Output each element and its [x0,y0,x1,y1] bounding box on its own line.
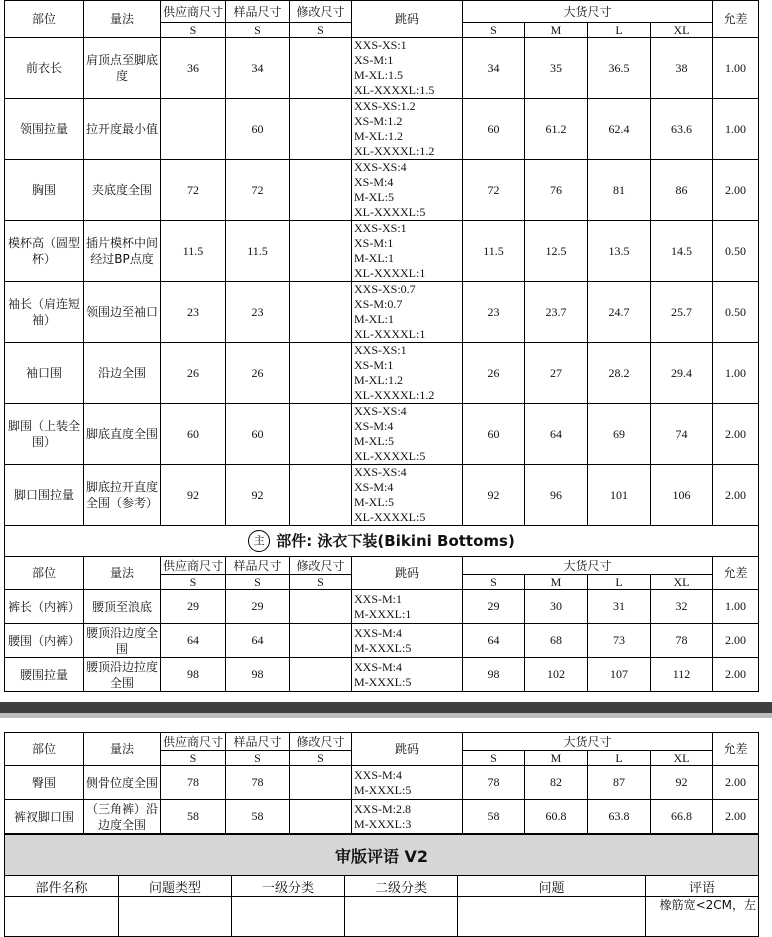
col-header-tolerance: 允差 [713,733,759,766]
review-col-level1: 一级分类 [232,876,345,897]
part-cell: 腰围（内裤） [5,624,84,658]
grading-cell: XXS-M:2.8 M-XXXL:3 [352,800,463,834]
method-cell: 脚底拉开直度全围（参考） [84,465,161,526]
review-col-part-name: 部件名称 [5,876,119,897]
part-cell: 裤长（内裤） [5,590,84,624]
col-header-sample: 样品尺寸 [226,733,290,751]
tolerance-cell: 2.00 [713,465,759,526]
method-cell: 侧骨位度全围 [84,766,161,800]
supplier-size-cell: 92 [161,465,226,526]
size-label-s: S [463,751,525,766]
bulk-size-m-cell: 68 [525,624,588,658]
size-label-s: S [161,751,226,766]
page-separator-band [0,702,772,713]
supplier-size-cell: 78 [161,766,226,800]
supplier-size-cell: 72 [161,160,226,221]
grading-cell: XXS-XS:4 XS-M:4 M-XL:5 XL-XXXXL:5 [352,404,463,465]
sample-size-cell: 23 [226,282,290,343]
part-cell: 臀围 [5,766,84,800]
bottoms-continued-table [4,732,759,834]
bulk-size-s-cell: 11.5 [463,221,525,282]
col-header-supplier: 供应商尺寸 [161,557,226,575]
size-label-xl: XL [651,751,713,766]
bulk-size-l-cell: 36.5 [588,38,651,99]
size-label-m: M [525,751,588,766]
bulk-size-s-cell: 23 [463,282,525,343]
bulk-size-m-cell: 82 [525,766,588,800]
bulk-size-s-cell: 64 [463,624,525,658]
section-title-text: 部件: 泳衣下装(Bikini Bottoms) [276,531,515,550]
review-col-comment: 评语 [646,876,759,897]
bulk-size-l-cell: 101 [588,465,651,526]
bulk-size-m-cell: 61.2 [525,99,588,160]
method-cell: 腰顶沿边度全围 [84,624,161,658]
col-header-part: 部位 [5,1,84,38]
size-label-l: L [588,23,651,38]
modified-size-cell [290,590,352,624]
sample-size-cell: 64 [226,624,290,658]
col-header-part: 部位 [5,733,84,766]
method-cell: 领围边至袖口 [84,282,161,343]
part-cell: 领围拉量 [5,99,84,160]
page-separator-shadow [0,713,772,718]
grading-cell: XXS-XS:1 XS-M:1 M-XL:1.5 XL-XXXXL:1.5 [352,38,463,99]
method-cell: 腰顶至浪底 [84,590,161,624]
col-header-jump: 跳码 [352,557,463,590]
measurement-row [5,38,759,99]
size-label-s: S [463,575,525,590]
bottoms-section-title [5,526,759,557]
col-header-bulk: 大货尺寸 [463,557,713,575]
supplier-size-cell: 36 [161,38,226,99]
size-label-m: M [525,23,588,38]
tolerance-cell: 0.50 [713,282,759,343]
tolerance-cell: 1.00 [713,99,759,160]
tops-measurement-table [4,0,759,692]
method-cell: 脚底直度全围 [84,404,161,465]
col-header-sample: 样品尺寸 [226,1,290,23]
measurement-row [5,404,759,465]
supplier-size-cell: 64 [161,624,226,658]
part-cell: 脚围（上装全围） [5,404,84,465]
bulk-size-xl-cell: 32 [651,590,713,624]
size-label-s: S [290,575,352,590]
col-header-method: 量法 [84,557,161,590]
bulk-size-m-cell: 60.8 [525,800,588,834]
sample-size-cell: 60 [226,99,290,160]
bulk-size-m-cell: 12.5 [525,221,588,282]
bulk-size-l-cell: 73 [588,624,651,658]
review-cell [232,897,345,937]
bulk-size-l-cell: 24.7 [588,282,651,343]
part-cell: 袖长（肩连短袖） [5,282,84,343]
bulk-size-s-cell: 60 [463,404,525,465]
modified-size-cell [290,99,352,160]
bulk-size-m-cell: 96 [525,465,588,526]
bulk-size-m-cell: 35 [525,38,588,99]
col-header-method: 量法 [84,1,161,38]
bulk-size-m-cell: 23.7 [525,282,588,343]
tolerance-cell: 0.50 [713,221,759,282]
supplier-size-cell: 11.5 [161,221,226,282]
tolerance-cell: 2.00 [713,404,759,465]
measurement-row [5,658,759,692]
review-cell [345,897,458,937]
review-cell [458,897,646,937]
col-header-bulk: 大货尺寸 [463,1,713,23]
size-label-s: S [161,23,226,38]
measurement-row [5,465,759,526]
bulk-size-l-cell: 28.2 [588,343,651,404]
sample-size-cell: 92 [226,465,290,526]
part-cell: 袖口围 [5,343,84,404]
col-header-tolerance: 允差 [713,557,759,590]
bulk-size-xl-cell: 86 [651,160,713,221]
main-part-badge: 主 [248,530,270,552]
size-label-s: S [226,575,290,590]
size-label-xl: XL [651,575,713,590]
part-cell: 裤衩脚口围 [5,800,84,834]
modified-size-cell [290,800,352,834]
supplier-size-cell: 26 [161,343,226,404]
measurement-row [5,221,759,282]
size-label-m: M [525,575,588,590]
bulk-size-xl-cell: 29.4 [651,343,713,404]
size-label-s: S [463,23,525,38]
col-header-supplier: 供应商尺寸 [161,1,226,23]
size-label-s: S [226,751,290,766]
grading-cell: XXS-XS:4 XS-M:4 M-XL:5 XL-XXXXL:5 [352,465,463,526]
bulk-size-xl-cell: 78 [651,624,713,658]
col-header-modify: 修改尺寸 [290,733,352,751]
review-cell [119,897,232,937]
modified-size-cell [290,221,352,282]
method-cell: （三角裤）沿边度全围 [84,800,161,834]
grading-cell: XXS-XS:4 XS-M:4 M-XL:5 XL-XXXXL:5 [352,160,463,221]
tolerance-cell: 1.00 [713,590,759,624]
method-cell: 腰顶沿边拉度全围 [84,658,161,692]
col-header-modify: 修改尺寸 [290,557,352,575]
part-cell: 模杯高（圆型杯） [5,221,84,282]
bulk-size-l-cell: 13.5 [588,221,651,282]
sample-size-cell: 29 [226,590,290,624]
col-header-sample: 样品尺寸 [226,557,290,575]
bulk-size-m-cell: 76 [525,160,588,221]
tolerance-cell: 1.00 [713,38,759,99]
size-label-s: S [290,23,352,38]
tolerance-cell: 2.00 [713,658,759,692]
grading-cell: XXS-M:4 M-XXXL:5 [352,766,463,800]
supplier-size-cell [161,99,226,160]
tolerance-cell: 2.00 [713,800,759,834]
supplier-size-cell: 58 [161,800,226,834]
modified-size-cell [290,404,352,465]
grading-cell: XXS-XS:0.7 XS-M:0.7 M-XL:1 XL-XXXXL:1 [352,282,463,343]
method-cell: 夹底度全围 [84,160,161,221]
bulk-size-s-cell: 60 [463,99,525,160]
size-label-s: S [226,23,290,38]
bulk-size-s-cell: 26 [463,343,525,404]
bulk-size-xl-cell: 14.5 [651,221,713,282]
bulk-size-l-cell: 69 [588,404,651,465]
modified-size-cell [290,282,352,343]
size-label-s: S [161,575,226,590]
grading-cell: XXS-XS:1 XS-M:1 M-XL:1.2 XL-XXXXL:1.2 [352,343,463,404]
method-cell: 拉开度最小值 [84,99,161,160]
col-header-bulk: 大货尺寸 [463,733,713,751]
review-cell [5,897,119,937]
bulk-size-s-cell: 29 [463,590,525,624]
tolerance-cell: 2.00 [713,766,759,800]
review-comment-cell: 橡筋宽<2CM，左 [646,897,759,937]
bulk-size-s-cell: 78 [463,766,525,800]
sample-size-cell: 98 [226,658,290,692]
measurement-row [5,624,759,658]
bulk-size-l-cell: 87 [588,766,651,800]
measurement-row [5,99,759,160]
review-comments-table [4,834,759,937]
measurement-row [5,800,759,834]
bulk-size-xl-cell: 92 [651,766,713,800]
spec-sheet-page-2 [4,732,758,912]
sample-size-cell: 58 [226,800,290,834]
supplier-size-cell: 60 [161,404,226,465]
review-col-level2: 二级分类 [345,876,458,897]
bulk-size-l-cell: 63.8 [588,800,651,834]
tolerance-cell: 1.00 [713,343,759,404]
bulk-size-xl-cell: 112 [651,658,713,692]
part-cell: 前衣长 [5,38,84,99]
modified-size-cell [290,160,352,221]
bulk-size-l-cell: 62.4 [588,99,651,160]
col-header-method: 量法 [84,733,161,766]
method-cell: 插片模杯中间经过BP点度 [84,221,161,282]
measurement-row [5,282,759,343]
bulk-size-m-cell: 102 [525,658,588,692]
measurement-row [5,343,759,404]
bulk-size-s-cell: 92 [463,465,525,526]
col-header-supplier: 供应商尺寸 [161,733,226,751]
col-header-jump: 跳码 [352,733,463,766]
sample-size-cell: 78 [226,766,290,800]
bulk-size-xl-cell: 38 [651,38,713,99]
grading-cell: XXS-M:4 M-XXXL:5 [352,624,463,658]
review-title: 审版评语 V2 [5,835,759,876]
page-separator [0,696,772,732]
bulk-size-s-cell: 58 [463,800,525,834]
bulk-size-xl-cell: 106 [651,465,713,526]
bulk-size-xl-cell: 74 [651,404,713,465]
sample-size-cell: 60 [226,404,290,465]
tolerance-cell: 2.00 [713,624,759,658]
bulk-size-l-cell: 81 [588,160,651,221]
bulk-size-s-cell: 98 [463,658,525,692]
grading-cell: XXS-M:1 M-XXXL:1 [352,590,463,624]
measurement-row [5,766,759,800]
supplier-size-cell: 23 [161,282,226,343]
size-label-s: S [290,751,352,766]
size-label-l: L [588,751,651,766]
sample-size-cell: 34 [226,38,290,99]
bulk-size-l-cell: 31 [588,590,651,624]
bulk-size-s-cell: 72 [463,160,525,221]
sample-size-cell: 11.5 [226,221,290,282]
spec-sheet-page-1 [4,0,758,696]
grading-cell: XXS-XS:1.2 XS-M:1.2 M-XL:1.2 XL-XXXXL:1.2 [352,99,463,160]
method-cell: 肩顶点至脚底度 [84,38,161,99]
tolerance-cell: 2.00 [713,160,759,221]
bulk-size-xl-cell: 66.8 [651,800,713,834]
bulk-size-m-cell: 30 [525,590,588,624]
col-header-modify: 修改尺寸 [290,1,352,23]
grading-cell: XXS-XS:1 XS-M:1 M-XL:1 XL-XXXXL:1 [352,221,463,282]
review-col-issue-type: 问题类型 [119,876,232,897]
bulk-size-xl-cell: 63.6 [651,99,713,160]
supplier-size-cell: 29 [161,590,226,624]
modified-size-cell [290,624,352,658]
size-label-l: L [588,575,651,590]
modified-size-cell [290,766,352,800]
supplier-size-cell: 98 [161,658,226,692]
bulk-size-m-cell: 27 [525,343,588,404]
size-label-xl: XL [651,23,713,38]
bulk-size-s-cell: 34 [463,38,525,99]
measurement-row [5,590,759,624]
modified-size-cell [290,658,352,692]
col-header-part: 部位 [5,557,84,590]
grading-cell: XXS-M:4 M-XXXL:5 [352,658,463,692]
modified-size-cell [290,343,352,404]
part-cell: 脚口围拉量 [5,465,84,526]
sample-size-cell: 72 [226,160,290,221]
measurement-row [5,160,759,221]
col-header-jump: 跳码 [352,1,463,38]
modified-size-cell [290,465,352,526]
sample-size-cell: 26 [226,343,290,404]
part-cell: 胸围 [5,160,84,221]
review-col-issue: 问题 [458,876,646,897]
col-header-tolerance: 允差 [713,1,759,38]
method-cell: 沿边全围 [84,343,161,404]
bulk-size-l-cell: 107 [588,658,651,692]
part-cell: 腰围拉量 [5,658,84,692]
modified-size-cell [290,38,352,99]
bulk-size-xl-cell: 25.7 [651,282,713,343]
bulk-size-m-cell: 64 [525,404,588,465]
